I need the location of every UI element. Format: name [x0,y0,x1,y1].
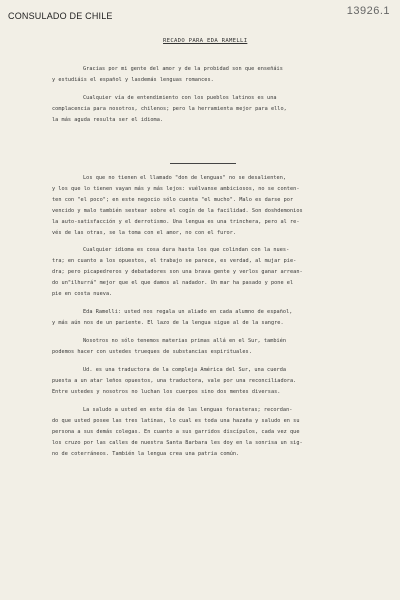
text-line: vés de las otras, se la toma con el amor, no con el furor. [52,230,237,236]
text-line: los cruzo por las calles de nuestra Santa Barbara les doy en la sonrisa un sig- [52,440,303,446]
text-line: ten con "el poco"; en este negocio sólo cuenta "el mucho". Malo es darse por [52,197,294,203]
text-line: y más aún nos de un pariente. El lazo de la lengua sigue al de la sangre. [52,320,284,326]
text-line: Eda Ramelli: usted nos regala un aliado en cada alumno de español, [83,309,293,315]
text-line: persona a sus demás colegas. En cuanto a sus garridos discípulos, cada vez que [52,429,300,435]
section-divider [170,163,236,164]
text-line: Entre ustedes y nosotros no luchan los cuerpos sino dos mentes diversas. [52,389,281,395]
text-line: Ud. es una traductora de la compleja América del Sur, una cuerda [83,367,287,373]
text-line: la más aguda resulta ser el idioma. [52,117,164,123]
text-line: podemos hacer con ustedes trueques de substancias espirituales. [52,349,252,355]
text-line: y estudiáis el español y lasdemás lenguas romances. [52,77,214,83]
text-line: vencido y malo también sestear sobre el cogín de la facilidad. Son doshdemonios [52,208,303,214]
text-line: pie en costa nueva. [52,291,113,297]
archive-number-stamp: 13926.1 [346,5,390,17]
text-line: La saludo a usted en este día de las lenguas forasteras; recordan- [83,407,293,413]
text-line: no de coterráneos. También la lengua crea una patria común. [52,451,240,457]
document-title: RECADO PARA EDA RAMELLI [163,38,248,44]
text-line: do un"ilhurrá" mejor que el que damos al nadador. Un mar ha pasado y pone el [52,280,294,286]
text-line: complacencia para nosotros, chilenos; pero la herramienta mejor para ello, [52,106,287,112]
text-line: Cualquier idioma es cosa dura hasta los que colindan con la nues- [83,247,290,253]
text-line: puesta a un atar leños opuestos, una traductora, vale por una reconciliadora. [52,378,297,384]
text-line: tra; en cuanto a los opuestos, el trabajo se parece, es verdad, al mujar pie- [52,258,297,264]
text-line: dra; pero picapedreros y debatadores son una brava gente y verlos ganar arrean- [52,269,303,275]
text-line: do que usted posee las tres latinas, lo cual es toda una hazaña y saludo en su [52,418,300,424]
text-line: Gracias por mi gente del amor y de la probidad son que enseñáis [83,66,283,72]
letterhead: CONSULADO DE CHILE [8,11,113,21]
text-line: la auto-satisfacción y el derrotismo. Una lengua es una trinchera, pero al re- [52,219,300,225]
text-line: Cualquier vía de entendimiento con los pueblos latinos es una [83,95,277,101]
text-line: Los que no tienen el llamado "don de lenguas" no se desalienten, [83,175,287,181]
text-line: y los que lo tienen vayan más y más lejos: vuélvanse ambiciosos, no se conten- [52,186,300,192]
text-line: Nosotros no sólo tenemos materias primas allá en el Sur, también [83,338,287,344]
